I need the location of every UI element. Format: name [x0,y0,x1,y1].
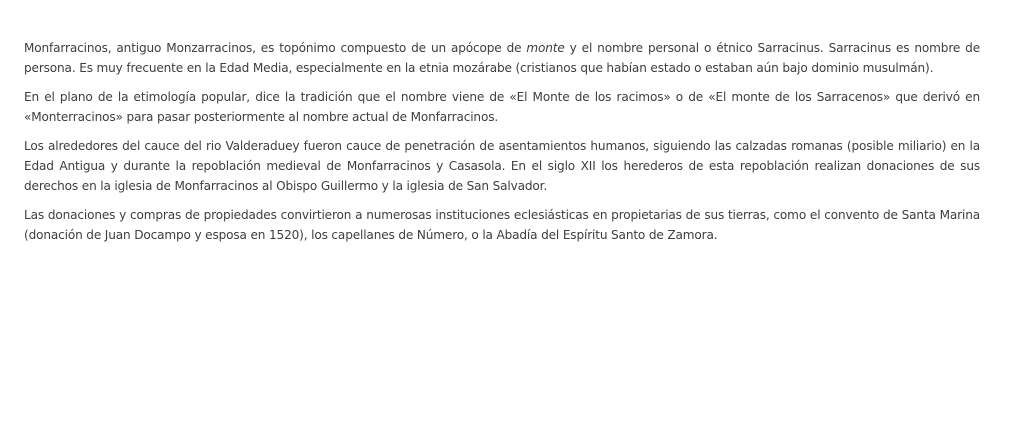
article-body [24,38,980,254]
paragraph-1-text-before: Monfarracinos, antiguo Monzarracinos, es topónimo compuesto de un apócope de [24,41,527,55]
paragraph-1-text-after: y el nombre personal o étnico Sarracinus. Sarracinus es nombre de persona. Es muy frecuente en la Edad Media, especialmente en la etnia mozárabe (cristianos que habían estado o estaban aún bajo dominio musulmán). [24,41,980,75]
paragraph-2: En el plano de la etimología popular, dice la tradición que el nombre viene de «El Monte de los racimos» o de «El monte de los Sarracenos» que derivó en «Monterracinos» para pasar posteriormente al nombre actual de Monfarracinos. [24,90,980,124]
paragraph-3: Los alrededores del cauce del rio Valderaduey fueron cauce de penetración de asentamientos humanos, siguiendo las calzadas romanas (posible miliario) en la Edad Antigua y durante la repoblación medieval de Monfarracinos y Casasola. En el siglo XII los herederos de esta repoblación realizan donaciones de sus derechos en la iglesia de Monfarracinos al Obispo Guillermo y la iglesia de San Salvador. [24,139,980,193]
paragraph-4: Las donaciones y compras de propiedades convirtieron a numerosas instituciones eclesiásticas en propietarias de sus tierras, como el convento de Santa Marina (donación de Juan Docampo y esposa en 1520), los capellanes de Número, o la Abadía del Espíritu Santo de Zamora. [24,208,980,242]
paragraph-1 [24,38,980,78]
paragraph-1-emphasis: monte [526,41,565,55]
